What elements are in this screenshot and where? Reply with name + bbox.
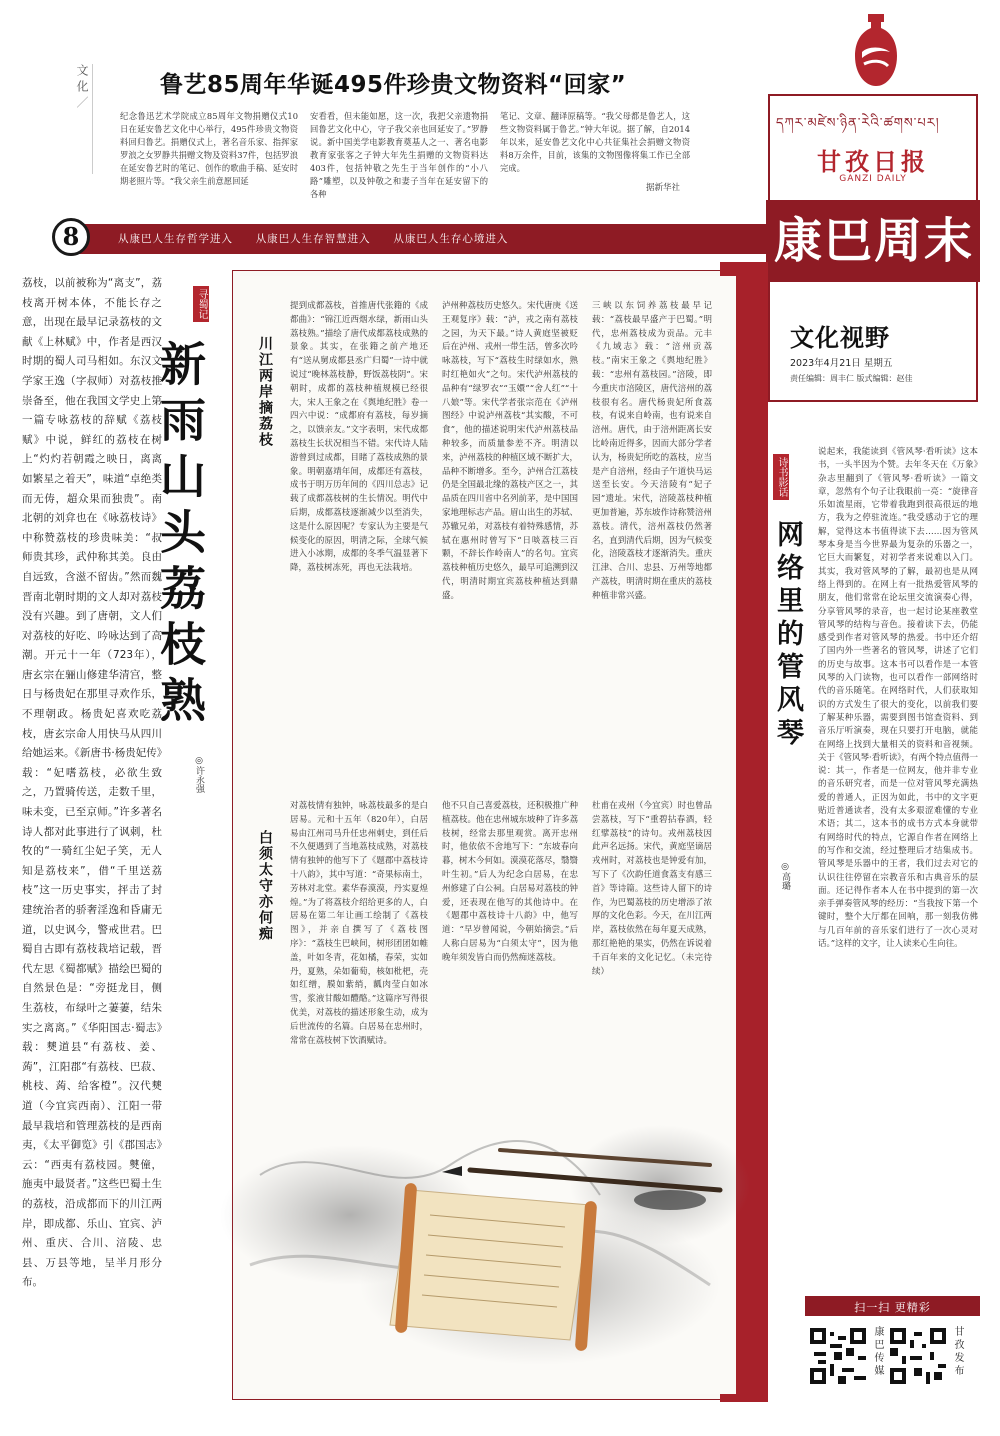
left-article-text: 荔枝，以前被称为“离支”，荔枝离开树本体，不能长存之意，出现在最早记录荔枝的文献《上林赋》中，作者是西汉时期的蜀人司马相如。东汉文学家王逸（字叔师）对荔枝推崇备至，他在我国文学史上第一篇专咏荔枝的辞赋《荔枝赋》中说，鲜红的荔枝在树上“灼灼若朝霞之映日，离离如繁星之着天”，味道“卓绝类而无俦，超众果而独贵”。南北朝的刘弇也在《咏荔枝诗》中称赞荔枝的珍贵味美：“叔师贵其珍，武仲称其美。良由自远致，含滋不留齿。”然而魏晋南北朝时期的文人却对荔枝没有兴趣。到了唐朝，文人们对荔枝的好吃、吟咏达到了高潮。开元十一年（723年），唐玄宗在骊山修建华清宫，整日与杨贵妃在那里寻欢作乐，不理朝政。杨贵妃喜欢吃荔枝，唐玄宗命人用快马从四川给她运来。《新唐书·杨贵妃传》载：“妃嗜荔枝，必欲生致之，乃置骑传送，走数千里，味未变，已至京师。”许多著名诗人都对此事进行了讽刺，杜牧的“一骑红尘妃子笑，无人知是荔枝来”，借“千里送荔枝”这一历史事实，抨击了封建统治者的骄奢淫逸和昏庸无道，以史讽今，警戒世君。巴蜀自古即有荔枝栽培记载，晋代左思《蜀都赋》描绘巴蜀的自然景色是：“旁挺龙目，侧生荔枝，布绿叶之萋萋，结朱实之离离。”《华阳国志·蜀志》载：僰道县“有荔枝、姜、蒟”，江阳郡“有荔枝、巴菽、桃枝、蒟、给客橙”。汉代僰道（今宜宾西南）、江阳一带最早栽培和管理荔枝的是西南夷，《太平御览》引《郡国志》云：“西夷有荔枝园。僰僮，施夷中最贤者。”这些巴蜀土生的荔枝，沿成都而下的川江两岸，即成都、乐山、宜宾、泸州、重庆、合川、涪陵、忠县、万县等地，呈半月形分布。 — [22, 277, 162, 1289]
nav-slogan-1: 从康巴人生存哲学进入 — [118, 233, 233, 245]
middle-section-1-col-1: 提到成都荔枝，首推唐代张籍的《成都曲》：“锦江近西烟水绿，新雨山头荔枝熟。”描绘了唐代成都荔枝成熟的景象。其实，在张籍之前产地还有“送从舅成都县丞广归蜀”一诗中就说过“晚林荔枝静，野饭荔枝阴”。宋朝时，成都的荔枝种植规模已经很大，宋人王象之在《舆地纪胜》卷一四六中说：“成都府有荔枝，每岁摘之，以馈亲友。”文字表明，宋代成都荔枝生长状况相当不错。宋代诗人陆游曾到过成都，目睹了荔枝成熟的景象。明朝嘉靖年间，成都还有荔枝，成书于明万历年间的《四川总志》记载了成都荔枝树的生长情况。明代中后期，成都荔枝逐渐减少以至消失，这是什么原因呢？专家认为主要是气候变化的原因，明清之际，全球气候进入小冰期，成都的冬季气温显著下降，荔枝树冻死，再也无法栽培。 — [290, 301, 428, 574]
nav-slogan-3: 从康巴人生存心境进入 — [393, 233, 509, 245]
middle-section-2-col-2: 他不只自己喜爱荔枝，还积极推广种植荔枝。他在忠州城东坡种了许多荔枝树，经常去那里观赏。离开忠州时，他依依不舍地写下：“东坡春向暮，树木今何如。漠漠花落尽，翳翳叶生初。”后人为纪念白居易，在忠州修建了白公祠。白居易对荔枝的钟爱，还表现在他写的其他诗中。在《题郡中荔枝诗十八韵》中，他写道：“早岁曾闻说，今朝始摘尝。”后人称白居易为“白须太守”，因为他晚年须发皆白而仍然痴迷荔枝。 — [442, 801, 579, 963]
left-article-tag: 寻蜀记 — [193, 286, 209, 322]
nav-slogans — [118, 231, 508, 246]
header-lead-col-1: 纪念鲁迅艺术学院成立85周年文物捐赠仪式10日在延安鲁艺文化中心举行，495件珍贵文物资料回归鲁艺。捐赠仪式上，著名音乐家、指挥家罗浪之女罗静共捐赠文物及资料37件，包括罗浪在延安鲁艺时的笔记、创作的歌曲手稿、延安时期老照片等。“我父亲生前意愿回延 — [120, 111, 298, 186]
right-article-author: ◎高璐 — [780, 862, 790, 890]
header-credit: 据新华社 — [646, 183, 681, 193]
masthead-date: 2023年4月21日 星期五 — [790, 358, 893, 369]
masthead — [768, 12, 978, 407]
right-article-tag: 诗书影话 — [773, 454, 789, 500]
middle-section-2-col-3: 杜甫在戎州（今宜宾）时也曾品尝荔枝，写下“重碧拈春酒，轻红擘荔枝”的诗句。戎州荔枝因此声名远扬。宋代，黄庭坚谪居戎州时，对荔枝也是钟爱有加，写下了《次韵任道食荔支有感三首》等诗篇。这些诗人留下的诗作，为巴蜀荔枝的历史增添了浓厚的文化色彩。今天，在川江两岸，荔枝依然在每年夏天成熟，那红艳艳的果实，仍然在诉说着千百年来的文化记忆。（未完待续） — [592, 801, 712, 977]
masthead-weekly-title: 康巴周末 — [774, 213, 975, 269]
masthead-paper-name-en: GANZI DAILY — [839, 174, 907, 184]
page-number: 8 — [62, 222, 80, 251]
masthead-tibetan: དཀར་མཛེས་ཉིན་རེའི་ཚགས་པར། — [776, 116, 940, 131]
scan-banner — [805, 1296, 980, 1316]
middle-section-1-col-3: 三峡以东饲养荔枝最早记载：“荔枝最早盛产于巴蜀。”明代，忠州荔枝成为贡品。元丰《九域志》载：“涪州贡荔枝。”南宋王象之《舆地纪胜》载：“忠州有荔枝园。”涪陵，即今重庆市涪陵区，唐代涪州的荔枝很有名。唐代杨贵妃所食荔枝，有说来自岭南，也有说来自涪州。唐代，由于涪州距离长安比岭南近得多，因而大部分学者认为，杨贵妃所吃的荔枝，应当是产自涪州，经由子午道快马运送至长安。今天涪陵有“妃子园”遗址。宋代，涪陵荔枝种植更加普遍，苏东坡作诗称赞涪州荔枝。清代，涪州荔枝仍然著名，直到清代后期，因为气候变化，涪陵荔枝才逐渐消失。重庆江津、合川、忠县、万州等地都产荔枝，明清时期在重庆的荔枝种植非常兴盛。 — [592, 301, 712, 601]
masthead-section-title: 文化视野 — [790, 323, 890, 352]
qr-code-icon — [890, 1328, 946, 1384]
scroll-brush-illustration — [240, 1055, 736, 1395]
qr-label-kangba: 康巴传媒 — [872, 1326, 883, 1378]
header-lead-col-3: 笔记、文章、翻译原稿等。“我父母都是鲁艺人，这些文物资料属于鲁艺。”钟大年说。据了解，自2014年以来，延安鲁艺文化中心共征集社会捐赠文物资料8万余件，目前，该集的文物图像将集工作已全部完成。 — [500, 111, 690, 173]
middle-section-2-title: 白须太守亦何痴 — [257, 830, 273, 942]
masthead-paper-name: 甘孜日报 — [817, 147, 929, 176]
qr-code-icon — [810, 1328, 866, 1384]
header-divider — [92, 64, 93, 174]
right-article-text: 说起来，我能读到《管风琴·看听读》这本书，一头半因为个赞。去年冬天在《万象》杂志里翻到了《管风琴·看听读》一篇文章，忽然有个句子让我眼前一亮：“旋律音乐如流星雨，它带着我跑到很高很远的地方，我为之停驻流连。”我受感动于它的理解，觉得这本书值得读下去……因为管风琴本身是当今世界最为复杂的乐器之一，它巨大而繁复，对初学者来说难以入门。其实，我对管风琴的了解，最初也是从网络上得到的。在网上有一批热爱管风琴的朋友，他们常常在论坛里交流演奏心得，分享管风琴的录音，也一起讨论某座教堂管风琴的结构与音色。接着读下去，仍能感受到作者对管风琴的热爱。书中还介绍了国内外一些著名的管风琴，讲述了它们的历史与故事。这本书可以看作是一本管风琴的入门读物，也可以看作一部网络时代的音乐随笔。在网络时代，人们获取知识的方式发生了很大的变化，以前我们要了解某种乐器，需要到图书馆查资料、到音乐厅听演奏，现在只要打开电脑，就能在网络上找到大量相关的资料和音视频。关于《管风琴·看听读》，有两个特点值得一说：其一，作者是一位网友，他并非专业的音乐研究者，而是一位对管风琴充满热爱的普通人，正因为如此，书中的文字更贴近普通读者，没有太多艰涩难懂的专业术语；其二，这本书的成书方式本身就带有网络时代的特点，它源自作者在网络上的写作和交流，经过整理后才结集成书。管风琴是乐器中的王者，我们过去对它的认识往往停留在宗教音乐和古典音乐的层面。还记得作者本人在书中提到的第一次亲手弹奏管风琴的经历：“当我按下第一个键时，整个大厅都在回响，那一刻我仿佛与几百年前的音乐家们进行了一次心灵对话。”这样的文字，让人读来心生向往。 — [818, 447, 978, 949]
qr-label-ganzi: 甘孜发布 — [952, 1326, 963, 1378]
header-headline: 鲁艺85周年华诞495件珍贵文物资料“回家” — [160, 72, 627, 98]
scan-banner-text: 扫一扫 更精彩 — [854, 1301, 931, 1314]
masthead-editors: 责任编辑：周丰仁 版式编辑：赵佳 — [790, 374, 913, 383]
header-lead-col-2: 安看看，但未能如愿，这一次，我把父亲遗物捐回鲁艺文化中心，守子我父亲也回延安了。”罗静说。新中国美学电影教育奠基人之一、著名电影教育家张客之子钟大年先生捐赠的文物资料达403件，包括钟敬之先生于当年创作的“小八路”雕塑，以及钟敬之和妻子当年在延安留下的各种 — [310, 111, 488, 199]
nav-slogan-2: 从康巴人生存智慧进入 — [255, 233, 371, 245]
qr-code-ganzi[interactable] — [890, 1328, 946, 1384]
header-section-label: 文化／ — [75, 64, 89, 112]
middle-section-2-col-1: 对荔枝情有独钟，咏荔枝最多的是白居易。元和十五年（820年），白居易由江州司马升任忠州刺史，到任后不久便遇到了当地荔枝成熟，对荔枝情有独钟的他写下了《题郡中荔枝诗十八韵》，其中写道：“奇果标南土，芳林对北堂。素华春漠漠，丹实夏煌煌。”为了将荔枝介绍给更多的人，白居易在第二年让画工绘制了《荔枝图》，并亲自撰写了《荔枝图序》：“荔枝生巴峡间，树形团团如帷盖，叶如冬青，花如橘，春荣，实如丹，夏熟，朵如葡萄，核如枇杷，壳如红缯，膜如紫绡，瓤肉莹白如冰雪，浆液甘酸如醴酪。”这篇序写得很优美，对荔枝的描述形象生动，成为后世流传的名篇。白居易在忠州时，常常在荔枝树下饮酒赋诗。 — [290, 801, 428, 1046]
left-article-title: 新雨山头荔枝熟 — [153, 340, 207, 732]
page-number-badge — [52, 218, 90, 256]
middle-section-1-title: 川江两岸摘荔枝 — [257, 336, 273, 448]
nav-bar — [22, 218, 767, 258]
masthead-logo — [850, 12, 902, 92]
qr-code-kangba[interactable] — [810, 1328, 866, 1384]
right-article-title: 网络里的管风琴 — [772, 520, 803, 751]
left-article-author: ◎许永强 — [194, 756, 204, 793]
middle-section-1-col-2: 泸州种荔枝历史悠久。宋代唐庚《送王观复序》载：“泸，戎之南有荔枝之园，为天下最。”诗人黄庭坚被贬后在泸州、戎州一带生活，曾多次吟咏荔枝，写下“荔枝生时绿如水，熟时红艳如火”之句。宋代泸州荔枝的品种有“绿罗衣”“玉嬛”“舍人红”“十八娘”等。宋代学者张宗范在《泸州图经》中说泸州荔枝“其实酸，不可食”，他的描述说明宋代泸州荔枝品种较多，而质量参差不齐。明清以来，泸州荔枝的种植区域不断扩大，品种不断增多。至今，泸州合江荔枝仍是全国最北缘的荔枝产区之一，其品质在四川省中名列前茅，是中国国家地理标志产品。眉山出生的苏轼、苏辙兄弟，对荔枝有着特殊感情，苏轼在惠州时曾写下“日啖荔枝三百颗，不辞长作岭南人”的名句。宜宾荔枝种植历史悠久，最早可追溯到汉代，明清时期宜宾荔枝种植达到鼎盛。 — [442, 301, 579, 601]
